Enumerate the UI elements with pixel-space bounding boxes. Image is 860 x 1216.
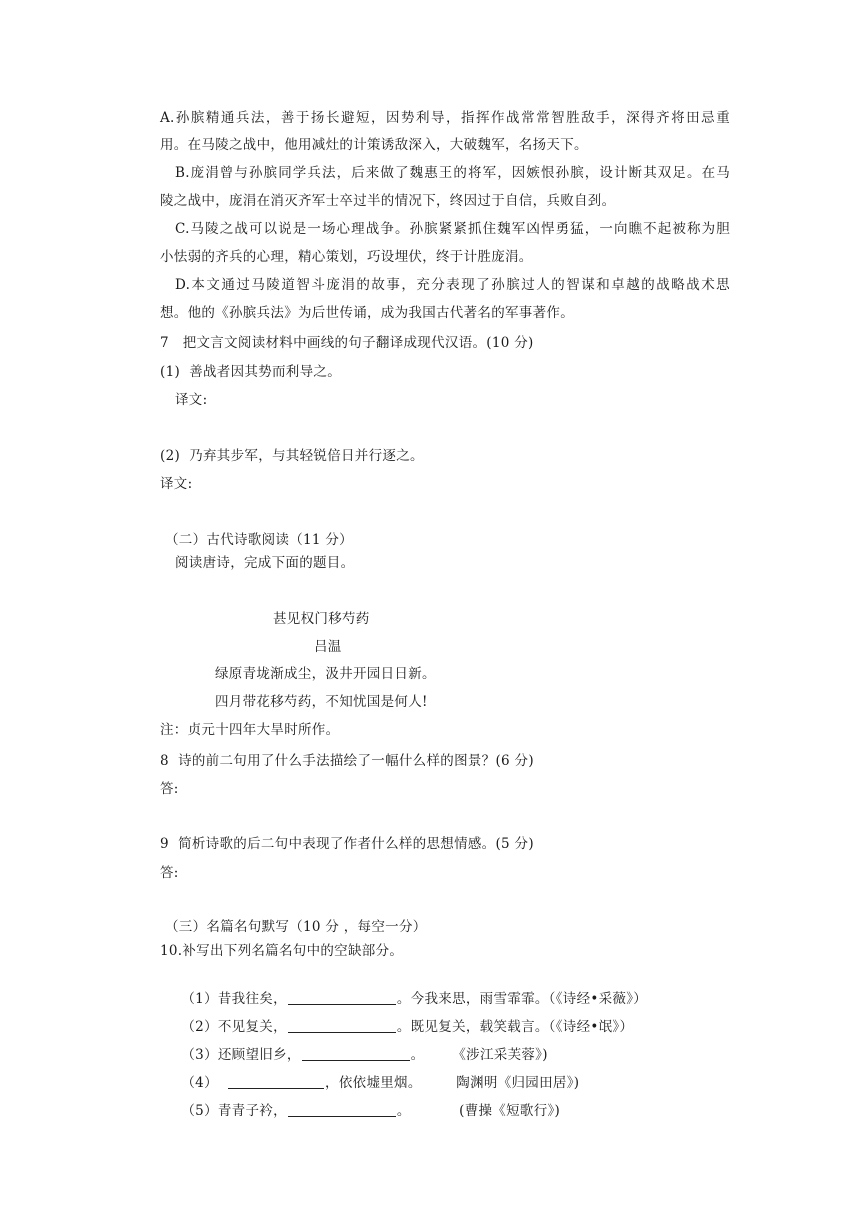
option-c-line-1: C.马陵之战可以说是一场心理战争。孙膑紧紧抓住魏军凶悍勇猛，一向瞧不起被称为胆	[175, 221, 730, 237]
poem-note: 注：贞元十四年大旱时所作。	[160, 722, 340, 738]
question-7-stem: 7 把文言文阅读材料中画线的句子翻译成现代汉语。(10 分)	[160, 335, 534, 351]
fill-blank-item-5-pre: （5）青青子衿，	[181, 1103, 287, 1119]
question-7-answer-label-2: 译文:	[160, 476, 193, 492]
option-a-line-2: 用。在马陵之战中，他用减灶的计策诱敌深入，大破魏军，名扬天下。	[160, 137, 588, 153]
option-b-line-1: B.庞涓曾与孙膑同学兵法，后来做了魏惠王的将军，因嫉恨孙膑，设计断其双足。在马	[175, 165, 730, 181]
question-10-stem: 10.补写出下列名篇名句中的空缺部分。	[160, 943, 404, 959]
fill-blank-item-2-pre: （2）不见复关，	[181, 1019, 287, 1035]
fill-blank-item-5-post: 。 (曹操《短歌行》)	[396, 1103, 561, 1119]
question-9: 9 简析诗歌的后二句中表现了作者什么样的思想情感。(5 分)	[160, 836, 534, 852]
option-d-line-2: 想。他的《孙膑兵法》为后世传诵，成为我国古代著名的军事著作。	[160, 305, 574, 321]
question-7-sentence-2: (2) 乃弃其步军，与其轻锐倍日并行逐之。	[160, 448, 424, 464]
option-b-line-2: 陵之战中，庞涓在消灭齐军士卒过半的情况下，终因过于自信，兵败自刭。	[160, 193, 616, 209]
poem-line-1: 绿原青垅渐成尘，汲井开园日日新。	[215, 666, 436, 682]
question-8-answer-label: 答:	[160, 781, 179, 797]
fill-blank-item-4-pre: （4）	[181, 1075, 228, 1091]
fill-blank-item-1-pre: （1）昔我往矣，	[181, 991, 287, 1007]
option-a-line-1: A.孙膑精通兵法，善于扬长避短，因势利导，指挥作战常常智胜敌手，深得齐将田忌重	[160, 110, 730, 126]
section-2-instruction: 阅读唐诗，完成下面的题目。	[175, 555, 355, 571]
fill-blank-item-1-post: 。今我来思，雨雪霏霏。（《诗经•采薇》）	[396, 991, 648, 1007]
option-d-line-1: D.本文通过马陵道智斗庞涓的故事，充分表现了孙膑过人的智谋和卓越的战略战术思	[175, 277, 730, 293]
question-9-answer-label: 答:	[160, 865, 179, 881]
fill-blank-5[interactable]	[288, 1102, 396, 1117]
poem-line-2: 四月带花移芍药，不知忧国是何人!	[215, 694, 428, 710]
poem-author: 吕温	[314, 639, 342, 655]
question-8: 8 诗的前二句用了什么手法描绘了一幅什么样的图景？(6 分)	[160, 753, 534, 769]
fill-blank-item-3-post: 。 《涉江采芙蓉》)	[410, 1047, 548, 1063]
section-2-heading: （二）古代诗歌阅读（11 分）	[165, 532, 353, 548]
fill-blank-item-5	[163, 1081, 560, 1141]
poem-title: 甚见权门移芍药	[273, 611, 370, 627]
fill-blank-item-4-post: ，依依墟里烟。 陶渊明《归园田居》)	[325, 1075, 580, 1091]
fill-blank-item-2-post: 。既见复关，载笑载言。（《诗经•氓》）	[396, 1019, 634, 1035]
section-3-heading: （三）名篇名句默写（10 分 ，每空一分）	[165, 919, 427, 935]
question-7-answer-label-1: 译文:	[175, 392, 208, 408]
question-7-sentence-1: (1) 善战者因其势而利导之。	[160, 364, 342, 380]
option-c-line-2: 小怯弱的齐兵的心理，精心策划，巧设埋伏，终于计胜庞涓。	[160, 249, 533, 265]
fill-blank-item-3-pre: （3）还顾望旧乡，	[181, 1047, 301, 1063]
